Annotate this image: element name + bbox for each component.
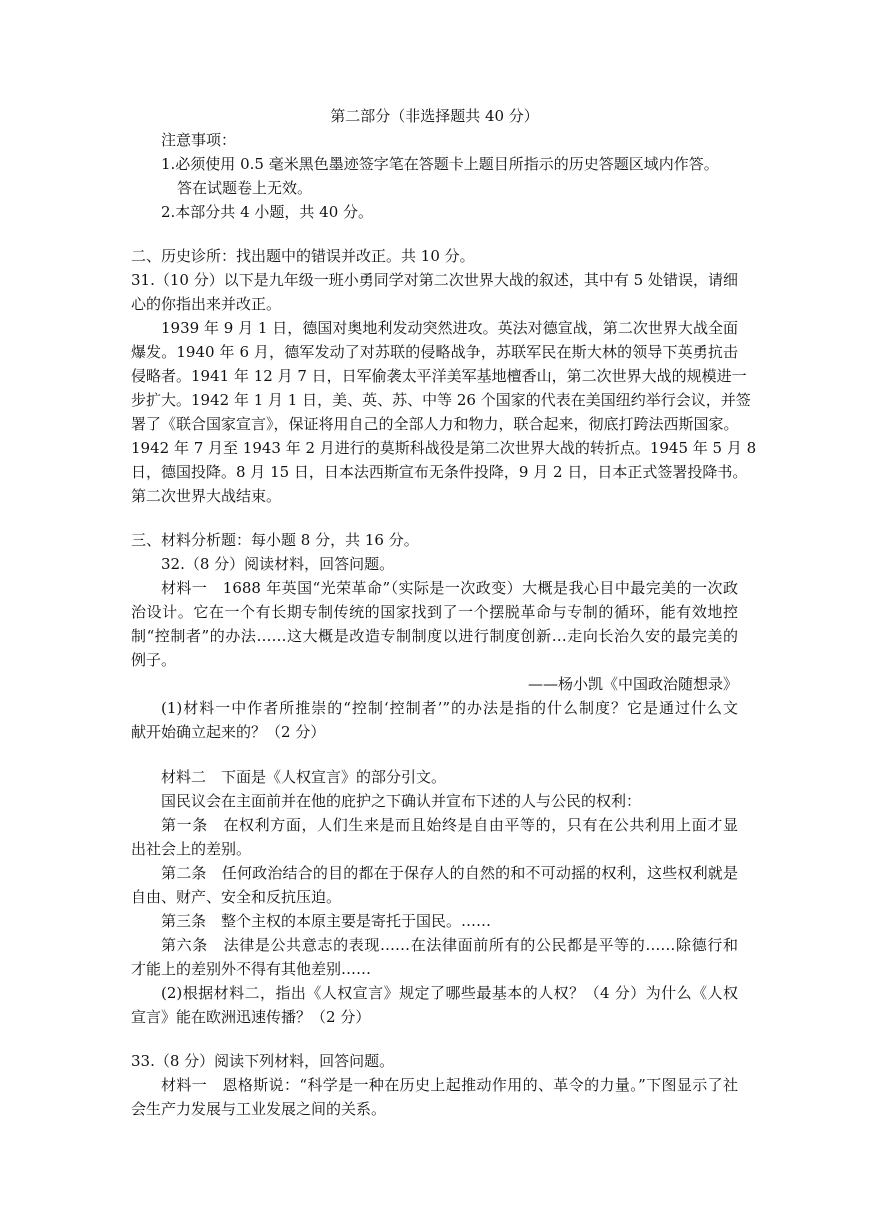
article-6-cont: 才能上的差别外不得有其他差别…… xyxy=(131,960,372,978)
question-32-2-cont: 宣言》能在欧洲迅速传播？（2 分） xyxy=(131,1008,371,1026)
q33-material-1: 材料一 恩格斯说：“科学是一种在历史上起推动作用的、革令的力量。”下图显示了社 xyxy=(161,1076,738,1094)
material-2-lead: 国民议会在主面前并在他的庇护之下确认并宣布下述的人与公民的权利： xyxy=(161,792,642,810)
notice-heading: 注意事项： xyxy=(161,131,237,149)
article-2-cont: 自由、财产、安全和反抗压迫。 xyxy=(131,888,342,906)
question-33: 33.（8 分）阅读下列材料，回答问题。 xyxy=(131,1052,395,1070)
notice-item-1: 1.必须使用 0.5 毫米黑色墨迹签字笔在答题卡上题目所指示的历史答题区域内作答。 xyxy=(161,155,719,173)
passage-line: 1939 年 9 月 1 日，德国对奥地利发动突然进攻。英法对德宣战，第二次世界大战全面 xyxy=(161,319,738,337)
section-2-heading: 二、历史诊所：找出题中的错误并改正。共 10 分。 xyxy=(131,247,475,265)
passage-line: 侵略者。1941 年 12 月 7 日，日军偷袭太平洋美军基地檀香山，第二次世界大战的规模进一 xyxy=(131,367,747,385)
material-1-line: 治设计。它在一个有长期专制传统的国家找到了一个摆脱革命与专制的循环，能有效地控 xyxy=(131,603,738,621)
question-32-2: (2)根据材料二，指出《人权宣言》规定了哪些最基本的人权？（4 分）为什么《人权 xyxy=(161,984,738,1002)
material-1-line: 制“控制者”的办法……这大概是改造专制制度以进行制度创新…走向长治久安的最完美的 xyxy=(131,627,738,645)
notice-item-2: 2.本部分共 4 小题，共 40 分。 xyxy=(161,203,374,221)
article-3: 第三条 整个主权的本原主要是寄托于国民。…… xyxy=(161,912,492,930)
passage-line: 第二次世界大战结束。 xyxy=(131,487,282,505)
passage-line: 步扩大。1942 年 1 月 1 日，美、英、苏、中等 26 个国家的代表在美国纽约举行会议，并签 xyxy=(131,391,751,409)
passage-line: 日，德国投降。8 月 15 日，日本法西斯宣布无条件投降，9 月 2 日，日本正式签署投降书。 xyxy=(131,463,748,481)
passage-line: 署了《联合国家宣言》，保证将用自己的全部人力和物力，联合起来，彻底打跨法西斯国家。 xyxy=(131,415,739,433)
material-2-intro: 材料二 下面是《人权宣言》的部分引文。 xyxy=(161,768,447,786)
material-1-source: ——杨小凯《中国政治随想录》 xyxy=(527,675,738,693)
question-31-cont: 心的你指出来并改正。 xyxy=(131,295,282,313)
section-3-heading: 三、材料分析题：每小题 8 分，共 16 分。 xyxy=(131,531,419,549)
material-1-line: 材料一 1688 年英国“光荣革命”（实际是一次政变）大概是我心目中最完美的一次政 xyxy=(161,579,738,597)
notice-item-1-cont: 答在试题卷上无效。 xyxy=(177,179,313,197)
passage-line: 1942 年 7 月至 1943 年 2 月进行的莫斯科战役是第二次世界大战的转折点。1945 年 5 月 8 xyxy=(131,439,757,457)
question-32-1-cont: 献开始确立起来的？（2 分） xyxy=(131,723,326,741)
passage-line: 爆发。1940 年 6 月，德军发动了对苏联的侵略战争，苏联军民在斯大林的领导下英勇抗击 xyxy=(131,343,738,361)
question-31: 31.（10 分）以下是九年级一班小勇同学对第二次世界大战的叙述，其中有 5 处错误，请细 xyxy=(131,271,738,289)
question-32-1: (1)材料一中作者所推崇的“控制‘控制者’”的办法是指的什么制度？它是通过什么文 xyxy=(161,699,738,717)
q33-material-1-cont: 会生产力发展与工业发展之间的关系。 xyxy=(131,1100,387,1118)
article-1: 第一条 在权利方面，人们生来是而且始终是自由平等的，只有在公共利用上面才显 xyxy=(161,816,738,834)
material-1-line: 例子。 xyxy=(131,651,177,669)
question-32: 32.（8 分）阅读材料，回答问题。 xyxy=(161,555,395,573)
part-title: 第二部分（非选择题共 40 分） xyxy=(330,107,539,125)
article-6: 第六条 法律是公共意志的表现……在法律面前所有的公民都是平等的……除德行和 xyxy=(161,936,738,954)
article-1-cont: 出社会上的差别。 xyxy=(131,840,252,858)
article-2: 第二条 任何政治结合的目的都在于保存人的自然的和不可动摇的权利，这些权利就是 xyxy=(161,864,738,882)
